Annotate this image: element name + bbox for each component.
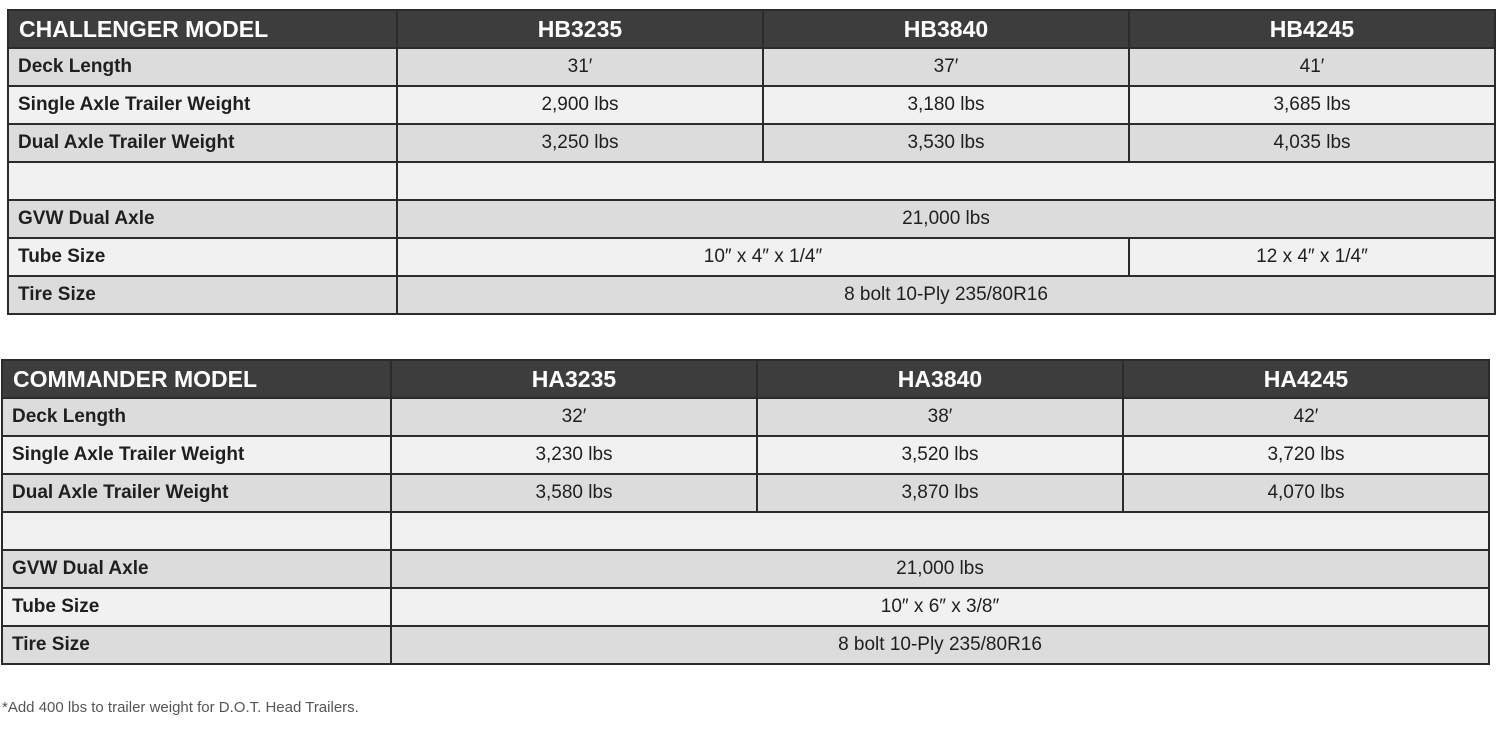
table-cell: 4,035 lbs	[1129, 124, 1495, 162]
row-label: Single Axle Trailer Weight	[8, 86, 397, 124]
table-cell: 12 x 4″ x 1/4″	[1129, 238, 1495, 276]
footnote: *Add 400 lbs to trailer weight for D.O.T. Head Trailers.	[2, 699, 359, 716]
commander-empty-row	[2, 512, 1489, 550]
table-cell: 21,000 lbs	[397, 200, 1495, 238]
row-label: Dual Axle Trailer Weight	[2, 474, 391, 512]
table-cell: 21,000 lbs	[391, 550, 1489, 588]
challenger-tire-size-row	[8, 276, 1495, 314]
commander-model-ha3235: HA3235	[391, 360, 757, 398]
challenger-single-axle-row	[8, 86, 1495, 124]
empty-cell	[2, 512, 391, 550]
commander-model-ha4245: HA4245	[1123, 360, 1489, 398]
table-cell: 8 bolt 10-Ply 235/80R16	[397, 276, 1495, 314]
table-cell: 3,520 lbs	[757, 436, 1123, 474]
table-cell: 3,685 lbs	[1129, 86, 1495, 124]
row-label: GVW Dual Axle	[2, 550, 391, 588]
commander-tire-size-row	[2, 626, 1489, 664]
challenger-model-hb4245: HB4245	[1129, 10, 1495, 48]
table-cell: 31′	[397, 48, 763, 86]
challenger-deck-length-row	[8, 48, 1495, 86]
table-cell: 8 bolt 10-Ply 235/80R16	[391, 626, 1489, 664]
commander-model-ha3840: HA3840	[757, 360, 1123, 398]
row-label: Deck Length	[8, 48, 397, 86]
commander-gvw-row	[2, 550, 1489, 588]
table-cell: 3,180 lbs	[763, 86, 1129, 124]
table-cell: 38′	[757, 398, 1123, 436]
commander-dual-axle-row	[2, 474, 1489, 512]
challenger-gvw-row	[8, 200, 1495, 238]
empty-cell	[8, 162, 397, 200]
table-cell: 3,720 lbs	[1123, 436, 1489, 474]
table-cell: 41′	[1129, 48, 1495, 86]
challenger-model-hb3840: HB3840	[763, 10, 1129, 48]
commander-single-axle-row	[2, 436, 1489, 474]
challenger-empty-row	[8, 162, 1495, 200]
table-cell: 3,580 lbs	[391, 474, 757, 512]
commander-model-heading: COMMANDER MODEL	[2, 360, 391, 398]
commander-tube-size-row	[2, 588, 1489, 626]
empty-cell	[397, 162, 1495, 200]
challenger-dual-axle-row	[8, 124, 1495, 162]
row-label: Single Axle Trailer Weight	[2, 436, 391, 474]
commander-spec-table	[1, 359, 1490, 665]
row-label: Tire Size	[8, 276, 397, 314]
challenger-model-hb3235: HB3235	[397, 10, 763, 48]
table-cell: 32′	[391, 398, 757, 436]
empty-cell	[391, 512, 1489, 550]
row-label: Tube Size	[2, 588, 391, 626]
table-cell: 37′	[763, 48, 1129, 86]
table-cell: 4,070 lbs	[1123, 474, 1489, 512]
challenger-header-row	[8, 10, 1495, 48]
row-label: Tube Size	[8, 238, 397, 276]
commander-deck-length-row	[2, 398, 1489, 436]
challenger-spec-table	[7, 9, 1496, 315]
row-label: Deck Length	[2, 398, 391, 436]
table-cell: 3,870 lbs	[757, 474, 1123, 512]
row-label: Dual Axle Trailer Weight	[8, 124, 397, 162]
table-cell: 2,900 lbs	[397, 86, 763, 124]
commander-header-row	[2, 360, 1489, 398]
table-cell: 3,230 lbs	[391, 436, 757, 474]
challenger-model-heading: CHALLENGER MODEL	[8, 10, 397, 48]
row-label: Tire Size	[2, 626, 391, 664]
table-cell: 3,250 lbs	[397, 124, 763, 162]
table-cell: 10″ x 4″ x 1/4″	[397, 238, 1129, 276]
table-cell: 10″ x 6″ x 3/8″	[391, 588, 1489, 626]
table-cell: 42′	[1123, 398, 1489, 436]
row-label: GVW Dual Axle	[8, 200, 397, 238]
challenger-tube-size-row	[8, 238, 1495, 276]
table-cell: 3,530 lbs	[763, 124, 1129, 162]
